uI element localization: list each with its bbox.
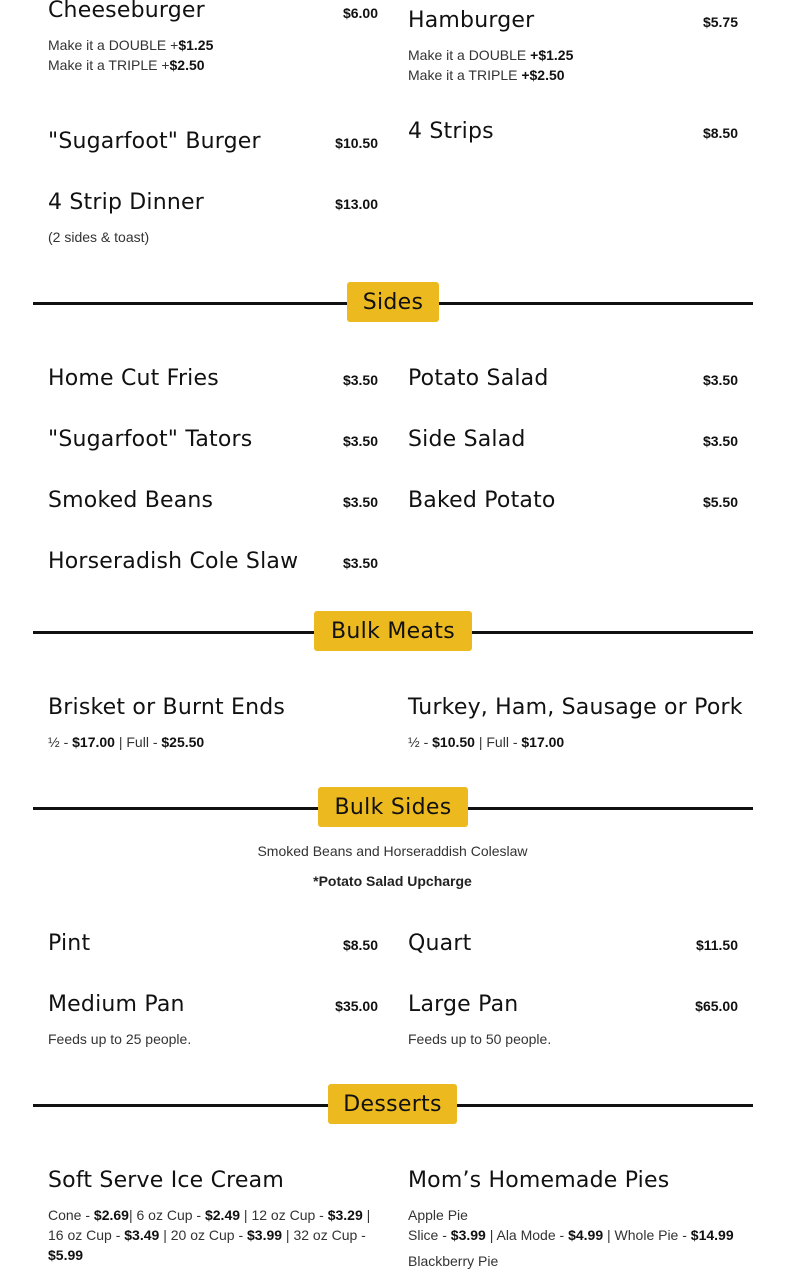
triple-price: $2.50 bbox=[169, 57, 205, 73]
item-price-medium-pan: $35.00 bbox=[335, 998, 378, 1014]
item-price-side-salad: $3.50 bbox=[702, 433, 738, 449]
cup12-price: $3.29 bbox=[327, 1207, 363, 1223]
item-name-soft-serve: Soft Serve Ice Cream bbox=[48, 1168, 284, 1193]
item-price-cheeseburger: $6.00 bbox=[342, 5, 378, 21]
full-label: | Full - bbox=[114, 734, 162, 750]
bulk-sides-note: Smoked Beans and Horseraddish Coleslaw bbox=[257, 843, 528, 859]
cup6-label: | 6 oz Cup - bbox=[128, 1207, 205, 1223]
item-name-hamburger: Hamburger bbox=[408, 8, 535, 33]
item-name-sugarfoot-tators: "Sugarfoot" Tators bbox=[48, 427, 253, 452]
half-label: ½ - bbox=[48, 734, 73, 750]
cup32-label: | 32 oz Cup - bbox=[282, 1227, 366, 1243]
hamburger-options bbox=[408, 45, 573, 85]
item-name-smoked-beans: Smoked Beans bbox=[48, 488, 214, 513]
item-name-medium-pan: Medium Pan bbox=[48, 992, 185, 1017]
item-name-four-strip-dinner: 4 Strip Dinner bbox=[48, 190, 205, 215]
apple-pie-prices bbox=[408, 1225, 768, 1245]
item-name-side-salad: Side Salad bbox=[408, 427, 526, 452]
medium-pan-desc: Feeds up to 25 people. bbox=[48, 1031, 192, 1047]
item-price-home-cut-fries: $3.50 bbox=[342, 372, 378, 388]
double-text: Make it a DOUBLE bbox=[408, 47, 531, 63]
double-text: Make it a DOUBLE + bbox=[48, 37, 179, 53]
section-heading-desserts: Desserts bbox=[328, 1084, 457, 1124]
slice-price: $3.99 bbox=[450, 1227, 486, 1243]
brisket-prices bbox=[48, 732, 204, 752]
item-name-sugarfoot-burger: "Sugarfoot" Burger bbox=[48, 129, 261, 154]
turkey-prices bbox=[408, 732, 564, 752]
item-name-horseradish-cole-slaw: Horseradish Cole Slaw bbox=[48, 549, 299, 574]
pies-prices bbox=[408, 1205, 768, 1271]
item-name-potato-salad: Potato Salad bbox=[408, 366, 549, 391]
whole-price: $14.99 bbox=[690, 1227, 734, 1243]
item-name-quart: Quart bbox=[408, 931, 472, 956]
double-price: $1.25 bbox=[178, 37, 214, 53]
cup16-label: | 16 oz Cup - bbox=[48, 1207, 371, 1243]
cup32-price: $5.99 bbox=[48, 1247, 84, 1263]
item-price-four-strip-dinner: $13.00 bbox=[335, 196, 378, 212]
full-label: | Full - bbox=[474, 734, 522, 750]
full-price: $25.50 bbox=[161, 734, 205, 750]
full-price: $17.00 bbox=[521, 734, 565, 750]
item-name-large-pan: Large Pan bbox=[408, 992, 519, 1017]
apple-pie-label: Apple Pie bbox=[408, 1207, 468, 1223]
alamode-price: $4.99 bbox=[568, 1227, 604, 1243]
item-name-brisket: Brisket or Burnt Ends bbox=[48, 695, 286, 720]
item-price-sugarfoot-burger: $10.50 bbox=[335, 135, 378, 151]
triple-price: +$2.50 bbox=[521, 67, 565, 83]
cup20-price: $3.99 bbox=[247, 1227, 283, 1243]
triple-text: Make it a TRIPLE bbox=[408, 67, 522, 83]
cup12-label: | 12 oz Cup - bbox=[240, 1207, 328, 1223]
four-strip-dinner-desc: (2 sides & toast) bbox=[48, 229, 150, 245]
half-label: ½ - bbox=[408, 734, 433, 750]
blackberry-pie-label: Blackberry Pie bbox=[408, 1253, 499, 1269]
bulk-sides-upcharge: *Potato Salad Upcharge bbox=[313, 873, 472, 889]
section-heading-bulk-sides: Bulk Sides bbox=[318, 787, 468, 827]
cup16-price: $3.49 bbox=[124, 1227, 160, 1243]
slice-label: Slice - bbox=[408, 1227, 451, 1243]
soft-serve-prices bbox=[48, 1205, 380, 1265]
item-name-pint: Pint bbox=[48, 931, 91, 956]
large-pan-desc: Feeds up to 50 people. bbox=[408, 1031, 552, 1047]
item-name-homemade-pies: Mom’s Homemade Pies bbox=[408, 1168, 670, 1193]
cup20-label: | 20 oz Cup - bbox=[159, 1227, 247, 1243]
item-name-four-strips: 4 Strips bbox=[408, 119, 494, 144]
alamode-label: | Ala Mode - bbox=[485, 1227, 569, 1243]
item-price-horseradish-cole-slaw: $3.50 bbox=[342, 555, 378, 571]
item-price-smoked-beans: $3.50 bbox=[342, 494, 378, 510]
cup6-price: $2.49 bbox=[204, 1207, 241, 1223]
half-price: $17.00 bbox=[72, 734, 115, 750]
cheeseburger-options bbox=[48, 35, 213, 75]
section-heading-sides: Sides bbox=[347, 282, 439, 322]
item-price-hamburger: $5.75 bbox=[702, 14, 738, 30]
item-price-baked-potato: $5.50 bbox=[702, 494, 738, 510]
item-name-cheeseburger: Cheeseburger bbox=[48, 0, 205, 23]
cone-label: Cone - bbox=[48, 1207, 94, 1223]
item-price-quart: $11.50 bbox=[695, 937, 738, 953]
item-name-turkey-ham-sausage-pork: Turkey, Ham, Sausage or Pork bbox=[408, 695, 743, 720]
section-heading-bulk-meats: Bulk Meats bbox=[314, 611, 472, 651]
cone-price: $2.69 bbox=[93, 1207, 129, 1223]
item-price-four-strips: $8.50 bbox=[702, 125, 738, 141]
triple-text: Make it a TRIPLE + bbox=[48, 57, 170, 73]
item-name-home-cut-fries: Home Cut Fries bbox=[48, 366, 219, 391]
item-price-pint: $8.50 bbox=[342, 937, 378, 953]
item-name-baked-potato: Baked Potato bbox=[408, 488, 556, 513]
double-price: +$1.25 bbox=[530, 47, 574, 63]
whole-label: | Whole Pie - bbox=[603, 1227, 691, 1243]
item-price-sugarfoot-tators: $3.50 bbox=[342, 433, 378, 449]
half-price: $10.50 bbox=[432, 734, 475, 750]
item-price-large-pan: $65.00 bbox=[695, 998, 738, 1014]
item-price-potato-salad: $3.50 bbox=[702, 372, 738, 388]
